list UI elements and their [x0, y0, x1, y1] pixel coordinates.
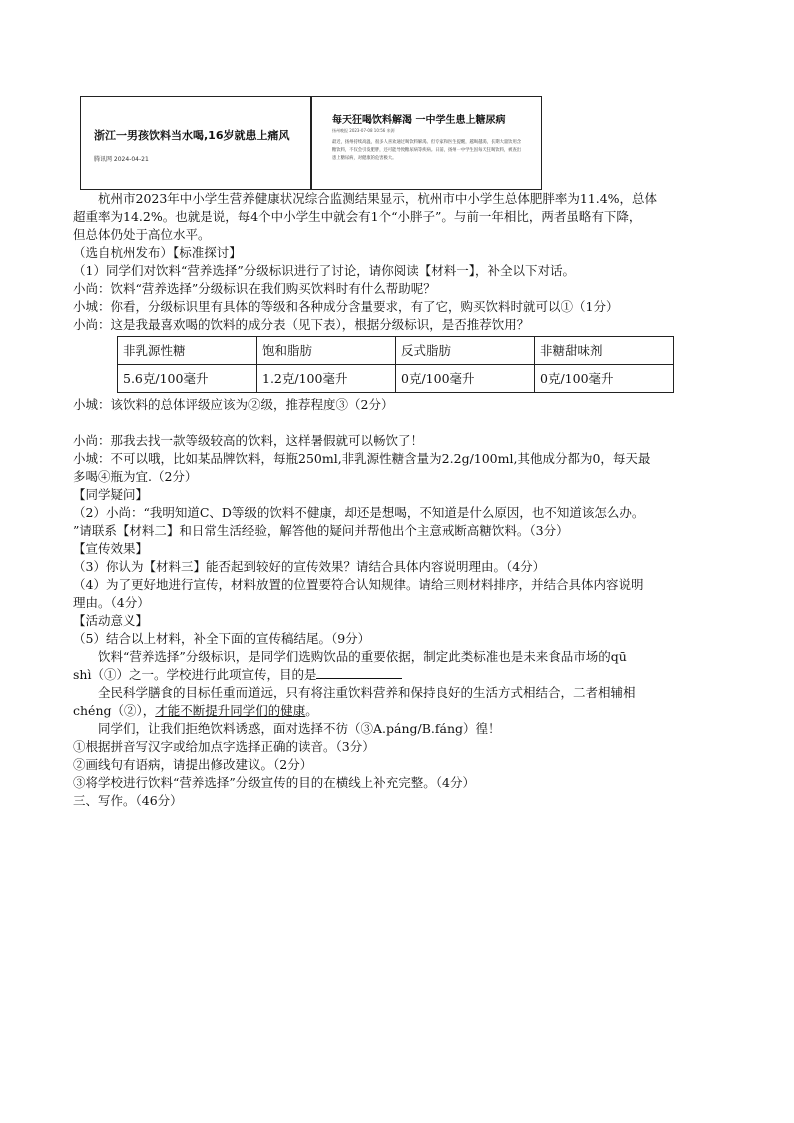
answer-blank — [316, 666, 402, 679]
table-header-row — [118, 337, 674, 365]
document-body — [73, 190, 723, 810]
speech-line-2b — [73, 702, 723, 720]
table-cell: 1.2克/100毫升 — [257, 365, 396, 393]
dialogue-6a: 小城：不可以哦，比如某品牌饮料，每瓶250ml,非乳源性糖含量为2.2g/100ml,其他成分都为0，每天最 — [73, 451, 651, 466]
speech-line-2b-pre: chéng（②）， — [73, 703, 156, 718]
speech-line-2b-post: 。 — [305, 703, 318, 718]
news-right — [310, 97, 541, 189]
news-right-body: 最近，扬州持续高温，很多人喜欢通过喝饮料解渴。但专家和医生提醒，越喝越渴，长期大量饮用含糖饮料，不仅会引发肥胖，还可能导致糖尿病等疾病。日前，扬州一中学生因每天狂喝饮料，被查出患上糖尿病，对健康的危害极大。 — [332, 140, 522, 161]
source-line: （选自杭州发布）【标准探讨】 — [73, 245, 242, 260]
news-right-headline: 每天狂喝饮料解渴 一中学生患上糖尿病 — [332, 115, 506, 126]
task-3: ③将学校进行饮料“营养选择”分级宣传的目的在横线上补充完整。（4分） — [73, 775, 475, 790]
section-heading-effect: 【宣传效果】 — [73, 541, 149, 556]
news-right-source: 扬州晚报 2023-07-08 10:56 来源 — [332, 128, 395, 133]
table-cell: 5.6克/100毫升 — [118, 365, 257, 393]
dialogue-3: 小尚：这是我最喜欢喝的饮料的成分表（见下表），根据分级标识，是否推荐饮用？ — [73, 317, 530, 332]
table-header-cell: 饱和脂肪 — [257, 337, 396, 365]
dialogue-5: 小尚：那我去找一款等级较高的饮料，这样暑假就可以畅饮了！ — [73, 433, 424, 448]
speech-line-3: 同学们，让我们拒绝饮料诱惑，面对选择不彷（③A.páng/B.fáng）徨！ — [98, 721, 501, 736]
section-heading-questions: 【同学疑问】 — [73, 487, 149, 502]
dialogue-4: 小城：该饮料的总体评级应该为②级，推荐程度③（2分） — [73, 397, 394, 412]
dialogue-2: 小城：你看，分级标识里有具体的等级和各种成分含量要求，有了它，购买饮料时就可以①（1分） — [73, 299, 619, 314]
news-left-headline: 浙江一男孩饮料当水喝,16岁就患上痛风 — [94, 129, 290, 142]
intro-line-3: 但总体仍处于高位水平。 — [73, 227, 211, 242]
news-clippings — [80, 96, 542, 190]
question-3: （3）你认为【材料三】能否起到较好的宣传效果？请结合具体内容说明理由。（4分） — [73, 559, 546, 574]
table-header-cell: 非乳源性糖 — [118, 337, 257, 365]
task-2: ②画线句有语病，请提出修改建议。（2分） — [73, 757, 313, 772]
dialogue-6b: 多喝④瓶为宜.（2分） — [73, 469, 198, 484]
question-4a: （4）为了更好地进行宣传，材料放置的位置要符合认知规律。请给三则材料排序，并结合具体内容说明 — [73, 577, 644, 592]
question-5: （5）结合以上材料，补全下面的宣传稿结尾。（9分） — [73, 631, 371, 646]
news-left — [81, 97, 310, 189]
question-1: （1）同学们对饮料“营养选择”分级标识进行了讨论，请你阅读【材料一】，补全以下对话。 — [73, 263, 575, 278]
speech-line-1a: 饮料“营养选择”分级标识，是同学们选购饮品的重要依据，制定此类标准也是未来食品市场的qū — [98, 649, 627, 664]
section-writing: 三、写作。（46分） — [73, 793, 183, 808]
underlined-sentence: 才能不断提升同学们的健康 — [155, 703, 306, 718]
speech-line-2a: 全民科学膳食的目标任重而道远，只有将注重饮料营养和保持良好的生活方式相结合，二者相辅相 — [98, 685, 636, 700]
table-cell: 0克/100毫升 — [535, 365, 674, 393]
intro-line-1: 杭州市2023年中小学生营养健康状况综合监测结果显示，杭州市中小学生总体肥胖率为11.4%，总体 — [98, 191, 658, 206]
news-left-source: 腾讯网 2024-04-21 — [94, 156, 149, 163]
intro-line-2: 超重率为14.2%。也就是说，每4个中小学生中就会有1个“小胖子”。与前一年相比，两者虽略有下降， — [73, 209, 642, 224]
section-heading-meaning: 【活动意义】 — [73, 613, 149, 628]
table-cell: 0克/100毫升 — [396, 365, 535, 393]
nutrition-table — [117, 336, 674, 393]
table-row — [118, 365, 674, 393]
question-2b: ”请联系【材料二】和日常生活经验，解答他的疑问并帮他出个主意戒断高糖饮料。（3分） — [73, 523, 569, 538]
question-2a: （2）小尚：“我明知道C、D等级的饮料不健康，却还是想喝，不知道是什么原因，也不知道该怎么办。 — [73, 505, 645, 520]
speech-line-1b-text: shì（①）之一。学校进行此项宣传，目的是 — [73, 667, 317, 682]
speech-line-1b — [73, 666, 723, 684]
table-header-cell: 反式脂肪 — [396, 337, 535, 365]
task-1: ①根据拼音写汉字或给加点字选择正确的读音。（3分） — [73, 739, 375, 754]
table-header-cell: 非糖甜味剂 — [535, 337, 674, 365]
dialogue-1: 小尚：饮料“营养选择”分级标识在我们购买饮料时有什么帮助呢？ — [73, 281, 436, 296]
question-4b: 理由。（4分） — [73, 595, 150, 610]
